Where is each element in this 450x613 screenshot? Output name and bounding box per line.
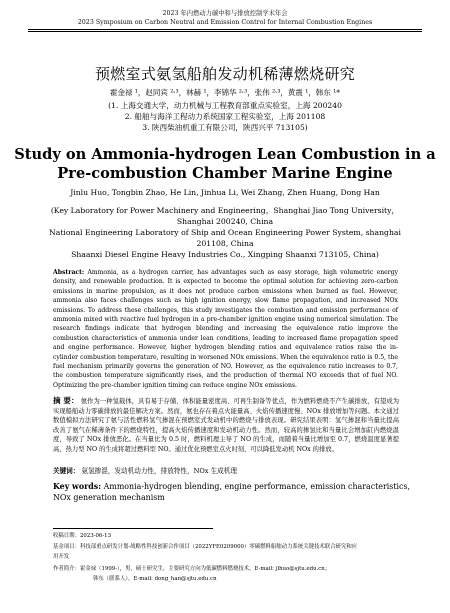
chinese-affiliation-2: 2. 船舶与海洋工程动力系统国家工程实验室，上海 201108 (124, 112, 326, 121)
english-keywords (53, 482, 413, 503)
english-affiliation-4: 201108, China (196, 239, 254, 248)
footnote-fund-line-2: 用开发 (53, 554, 70, 560)
chinese-keywords (53, 466, 399, 476)
chinese-keywords-label: 关键词： (53, 467, 80, 475)
abstract-label: Abstract: (53, 269, 85, 276)
english-affiliation-2: Shanghai 200240, China (176, 217, 274, 226)
chinese-affiliation-3: 3. 陕西柴油机重工有限公司，陕西兴平 713105) (142, 123, 308, 132)
footnote-author-line-1: 作者简介：霍金禄（1999-），男，硕士研究生，主要研究方向为低碳燃料燃烧技术，E-mail: jlhuo@sjtu.edu.cn； (53, 566, 331, 572)
header-rule (28, 29, 422, 30)
chinese-affiliation-1: (1. 上海交通大学，动力机械与工程教育部重点实验室，上海 200240 (108, 101, 342, 110)
running-header-en: 2023 Symposium on Carbon Neutral and Emission Control for Internal Combustion Engines (77, 19, 373, 26)
chinese-title: 预燃室式氨氢船舶发动机稀薄燃烧研究 (94, 65, 356, 83)
english-affiliation-1: (Key Laboratory for Power Machinery and Engineering，Shanghai Jiao Tong University， (50, 206, 400, 215)
english-title-line-1: Study on Ammonia-hydrogen Lean Combustion in a (14, 146, 436, 163)
running-header-cn: 2023 年内燃动力碳中和与排放控制学术年会 (162, 10, 288, 17)
footnote-rule (53, 528, 213, 529)
chinese-abstract (53, 396, 399, 455)
chinese-abstract-label: 摘 要： (53, 396, 79, 405)
english-affiliation-3: National Engineering Laboratory of Ship and Ocean Engineering Power System, shanghai (49, 228, 401, 237)
english-abstract (53, 268, 398, 390)
english-keywords-label: Key words: (53, 482, 102, 491)
footnote-author-line-2: 韩东（联系人），E-mail: dong_han@sjtu.edu.cn (93, 576, 217, 582)
english-authors: Jinlu Huo, Tongbin Zhao, He Lin, Jinhua Li, Wei Zhang, Zhen Huang, Dong Han (70, 188, 380, 197)
english-keywords-text: Ammonia-hydrogen blending, engine performance, emission characteristics, NOx generation mechanism (53, 482, 410, 502)
footnote-received: 收稿日期：2023-06-13 (53, 533, 112, 539)
english-affiliation-5: Shaanxi Diesel Engine Heavy Industries Co., Xingping Shaanxi 713105, China) (71, 250, 379, 259)
chinese-keywords-text: 氨氢掺混，发动机动力性，排放特性，NOx 生成机理 (81, 467, 237, 475)
footnote-fund-line-1: 基金项目：科技部重点研发计划-战略性科技创新合作项目（2022YFE0209000）零碳燃料船舶动力系统关键技术联合研究和应 (53, 544, 358, 550)
english-title-line-2: Pre-combustion Chamber Marine Engine (57, 165, 393, 182)
chinese-authors: 霍金禄 ¹，赵同宾 ²˒³，林赫 ¹，李锦华 ²˒³，张伟 ²˒³，黄震 ¹，韩东 ¹* (110, 88, 340, 97)
abstract-text: Ammonia, as a hydrogen carrier, has advantages such as easy storage, high volumetric energy density, and renewable production. It is expected to become the optimal solution for achieving zero-carbon emissions in marine propulsion, as it does not produce carbon emissions when burned as fuel. However, ammonia also faces challenges such as high ignition energy, slow flame propagation, and increased NOx emissions. To address these challenges, this study investigates the combustion and emission performance of ammonia mixed with reactive fuel hydrogen in a pre-chamber ignition engine using numerical simulation. The research findings indicate that hydrogen blending and increasing the equivalence ratio improve the combustion characteristics of ammonia under lean conditions, leading to increased flame propagation speed and engine performance. However, higher hydrogen blending ratios and equivalence ratios raise the in-cylinder combustion temperature, resulting in worsened NOx emissions. When the equivalence ratio is 0.5, the fuel mechanism primarily governs the generation of NO. However, as the equivalence ratio increases to 0.7, the combustion temperature significantly rises, and the production of thermal NO exceeds that of fuel NO. Optimizing the pre-chamber ignition timing can reduce engine NOx emissions. (53, 269, 398, 389)
header-rule-secondary (28, 31, 422, 32)
chinese-abstract-text: 氨作为一种氢载体，具有易于存储、体积能量密度高、可再生制备等优点，作为燃料燃烧不产生碳排放，有望成为实现船舶动力零碳排放的最佳解决方案。然而，氨也存在着点火能量高、火焰传播速度慢、NOx 排放增加等问题。本文通过数值模拟方法研究了氨与活性燃料氢气掺混在预燃室式发动机中的燃烧与排放表现。研究结果表明：氢气掺混和当量比提高改善了氨气在稀薄条件下的燃烧特性，提高火焰传播速度和发动机动力性。然而，较高的掺氢比和当量比会增加缸内燃烧温度，导致了 NOx 排放恶化。在当量比为 0.5 时，燃料机理主导了 NO 的生成，而随着当量比增加至 0.7，燃烧温度显著提高，热力型 NO 的生成将超过燃料型 NO。通过优化预燃室点火时刻，可以降低发动机 NOx 的排放。 (53, 398, 399, 453)
